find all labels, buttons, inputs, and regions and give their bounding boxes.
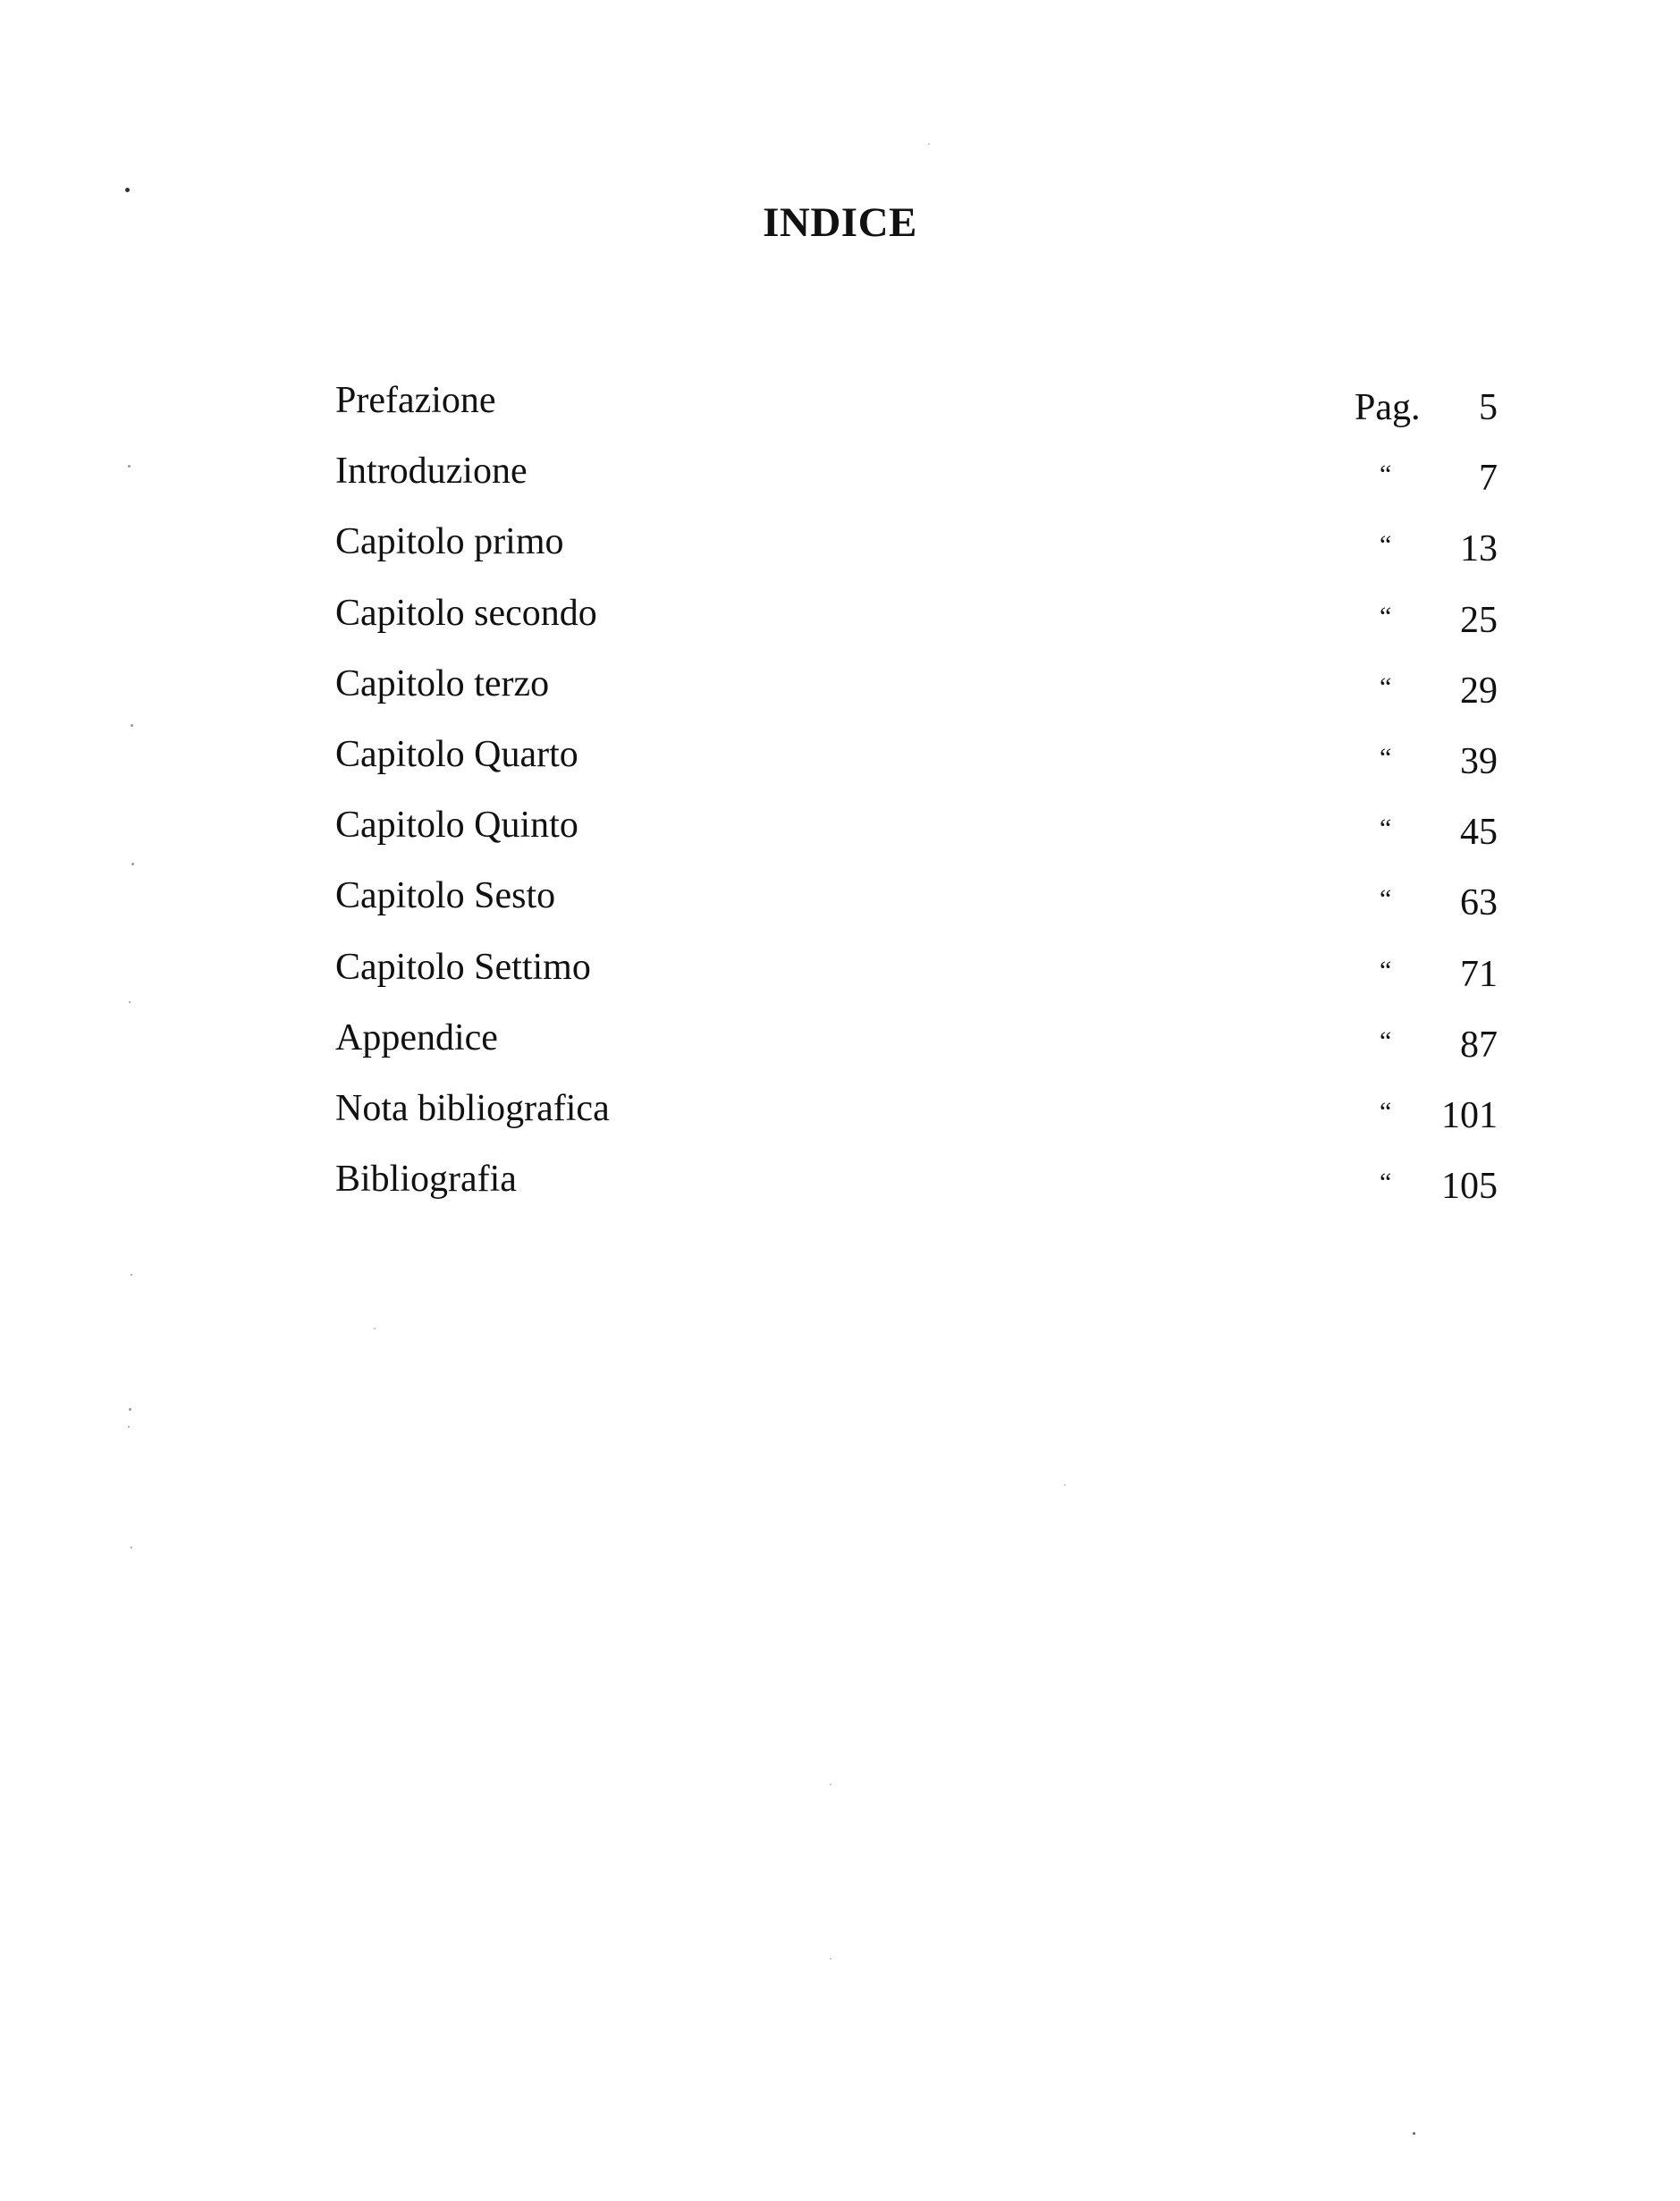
toc-entry-page-number: 7 — [1479, 458, 1498, 500]
toc-entry-page-number: 63 — [1460, 882, 1498, 924]
toc-entry-page-number: 5 — [1479, 387, 1498, 428]
scan-speck — [131, 863, 134, 865]
scan-speck — [128, 465, 131, 468]
toc-entry-ditto-mark: “ — [1380, 671, 1392, 702]
toc-entry-capitolo-secondo — [335, 591, 1498, 662]
toc-entry-label: Capitolo Settimo — [335, 946, 591, 988]
toc-entry-label: Introduzione — [335, 451, 528, 493]
toc-entry-ditto-mark: “ — [1380, 530, 1392, 561]
toc-entry-appendice — [335, 1016, 1498, 1086]
toc-entry-capitolo-terzo — [335, 662, 1498, 732]
scan-speck — [128, 1426, 130, 1428]
scan-speck — [129, 1001, 131, 1003]
toc-entry-capitolo-settimo — [335, 945, 1498, 1016]
toc-entry-ditto-mark: “ — [1380, 460, 1392, 490]
scan-speck — [374, 1328, 376, 1329]
toc-entry-capitolo-primo — [335, 519, 1498, 590]
toc-entry-label: Nota bibliografica — [335, 1087, 610, 1129]
scan-speck — [1413, 2132, 1415, 2135]
toc-entry-page-number: 29 — [1460, 670, 1498, 712]
scan-speck — [131, 1274, 132, 1276]
toc-entry-ditto-mark: “ — [1380, 1025, 1392, 1056]
page-title: INDICE — [763, 199, 917, 246]
toc-entry-label: Appendice — [335, 1016, 498, 1058]
toc-entry-capitolo-quinto — [335, 803, 1498, 873]
scan-speck — [830, 1784, 832, 1785]
toc-entry-label: Capitolo secondo — [335, 592, 597, 634]
scan-speck — [131, 1547, 132, 1548]
scan-speck — [129, 1408, 131, 1411]
toc-entry-prefazione — [335, 378, 1498, 449]
toc-entry-capitolo-sesto — [335, 873, 1498, 944]
toc-entry-ditto-mark: “ — [1380, 1168, 1392, 1198]
toc-entry-label: Capitolo Quarto — [335, 733, 578, 775]
toc-entry-label: Prefazione — [335, 380, 496, 421]
toc-entry-label: Capitolo Quinto — [335, 805, 578, 847]
scan-speck — [830, 1958, 832, 1960]
toc-entry-page-number: 87 — [1460, 1024, 1498, 1066]
toc-entry-ditto-mark: “ — [1380, 1096, 1392, 1126]
toc-entry-page-number: 45 — [1460, 812, 1498, 854]
toc-entry-page-number: 105 — [1441, 1166, 1498, 1208]
scan-speck — [928, 143, 930, 145]
toc-entry-page-number: 71 — [1460, 953, 1498, 995]
toc-entry-label: Capitolo terzo — [335, 662, 550, 704]
toc-entry-nota-bibliografica — [335, 1086, 1498, 1157]
toc-entry-capitolo-quarto — [335, 732, 1498, 803]
toc-entry-introduzione — [335, 449, 1498, 519]
toc-entry-ditto-mark: “ — [1380, 601, 1392, 631]
toc-entry-label: Bibliografia — [335, 1159, 517, 1201]
toc-entry-ditto-mark: “ — [1380, 884, 1392, 915]
toc-entry-ditto-mark: “ — [1380, 742, 1392, 772]
toc-entry-page-number: 25 — [1460, 599, 1498, 641]
toc-entry-page-number: 13 — [1460, 528, 1498, 570]
scan-speck — [1064, 1484, 1066, 1486]
toc-entry-page-number: 101 — [1441, 1094, 1498, 1136]
toc-entry-ditto-mark: “ — [1380, 814, 1392, 844]
toc-entry-label: Capitolo Sesto — [335, 875, 556, 917]
scan-speck — [125, 188, 130, 192]
toc-entry-label: Capitolo primo — [335, 521, 564, 563]
table-of-contents — [335, 378, 1498, 1227]
scan-speck — [131, 724, 133, 727]
toc-entry-prefix: Pag. — [1355, 387, 1421, 428]
toc-entry-bibliografia — [335, 1157, 1498, 1227]
toc-entry-ditto-mark: “ — [1380, 955, 1392, 985]
toc-entry-page-number: 39 — [1460, 740, 1498, 782]
